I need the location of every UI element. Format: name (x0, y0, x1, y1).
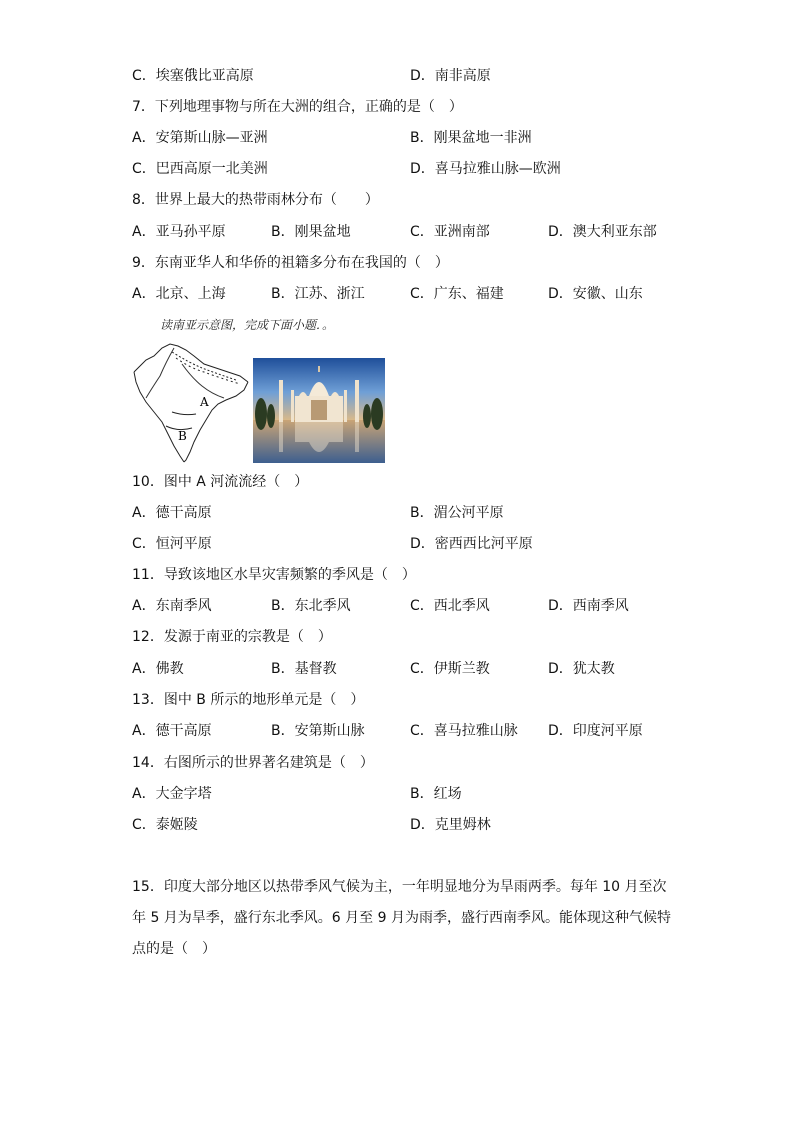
q11-stem: 11．导致该地区水旱灾害频繁的季风是（ ） (132, 567, 416, 583)
q6-option-c: C．埃塞俄比亚高原 (132, 68, 254, 84)
q6-option-d: D．南非高原 (410, 68, 491, 84)
q13-option-b: B．安第斯山脉 (271, 723, 365, 739)
q8-option-b: B．刚果盆地 (271, 224, 351, 240)
taj-mahal-photo (253, 358, 385, 463)
q14-stem: 14．右图所示的世界著名建筑是（ ） (132, 755, 374, 771)
q13-option-c: C．喜马拉雅山脉 (410, 723, 518, 739)
map-label-b: B (178, 429, 187, 443)
q8-option-a: A．亚马孙平原 (132, 224, 226, 240)
q9-option-d: D．安徽、山东 (548, 286, 643, 302)
q9-stem: 9．东南亚华人和华侨的祖籍多分布在我国的（ ） (132, 255, 449, 271)
q14-option-b: B．红场 (410, 786, 462, 802)
q13-stem: 13．图中 B 所示的地形单元是（ ） (132, 692, 365, 708)
q13-option-d: D．印度河平原 (548, 723, 643, 739)
q14-option-a: A．大金字塔 (132, 786, 212, 802)
south-asia-map (132, 342, 250, 464)
q10-option-b: B．湄公河平原 (410, 505, 504, 521)
q10-option-a: A．德干高原 (132, 505, 212, 521)
q7-option-a: A．安第斯山脉—亚洲 (132, 130, 268, 146)
q15-line-2: 年 5 月为旱季，盛行东北季风。6 月至 9 月为雨季，盛行西南季风。能体现这种气候特 (132, 910, 671, 926)
q9-option-a: A．北京、上海 (132, 286, 226, 302)
q7-option-b: B．刚果盆地一非洲 (410, 130, 532, 146)
q11-option-c: C．西北季风 (410, 598, 490, 614)
q14-option-c: C．泰姬陵 (132, 817, 198, 833)
q8-option-c: C．亚洲南部 (410, 224, 490, 240)
q8-option-d: D．澳大利亚东部 (548, 224, 657, 240)
q15-line-3: 点的是（ ） (132, 941, 216, 957)
q13-option-a: A．德干高原 (132, 723, 212, 739)
q14-option-d: D．克里姆林 (410, 817, 491, 833)
q12-option-c: C．伊斯兰教 (410, 661, 490, 677)
q9-option-b: B．江苏、浙江 (271, 286, 365, 302)
q10-stem: 10．图中 A 河流流经（ ） (132, 474, 309, 490)
q12-option-d: D．犹太教 (548, 661, 615, 677)
q10-option-d: D．密西西比河平原 (410, 536, 533, 552)
q7-option-c: C．巴西高原一北美洲 (132, 161, 268, 177)
q8-stem: 8．世界上最大的热带雨林分布（ ） (132, 192, 379, 208)
q11-option-b: B．东北季风 (271, 598, 351, 614)
q7-option-d: D．喜马拉雅山脉—欧洲 (410, 161, 561, 177)
figure-caption: 读南亚示意图，完成下面小题．。 (160, 318, 335, 332)
q12-option-a: A．佛教 (132, 661, 184, 677)
q11-option-d: D．西南季风 (548, 598, 629, 614)
q12-stem: 12．发源于南亚的宗教是（ ） (132, 629, 332, 645)
q12-option-b: B．基督教 (271, 661, 337, 677)
q11-option-a: A．东南季风 (132, 598, 212, 614)
q15-line-1: 15．印度大部分地区以热带季风气候为主，一年明显地分为旱雨两季。每年 10 月至次 (132, 879, 667, 895)
q10-option-c: C．恒河平原 (132, 536, 212, 552)
q7-stem: 7．下列地理事物与所在大洲的组合，正确的是（ ） (132, 99, 463, 115)
map-label-a: A (200, 395, 209, 409)
q9-option-c: C．广东、福建 (410, 286, 504, 302)
